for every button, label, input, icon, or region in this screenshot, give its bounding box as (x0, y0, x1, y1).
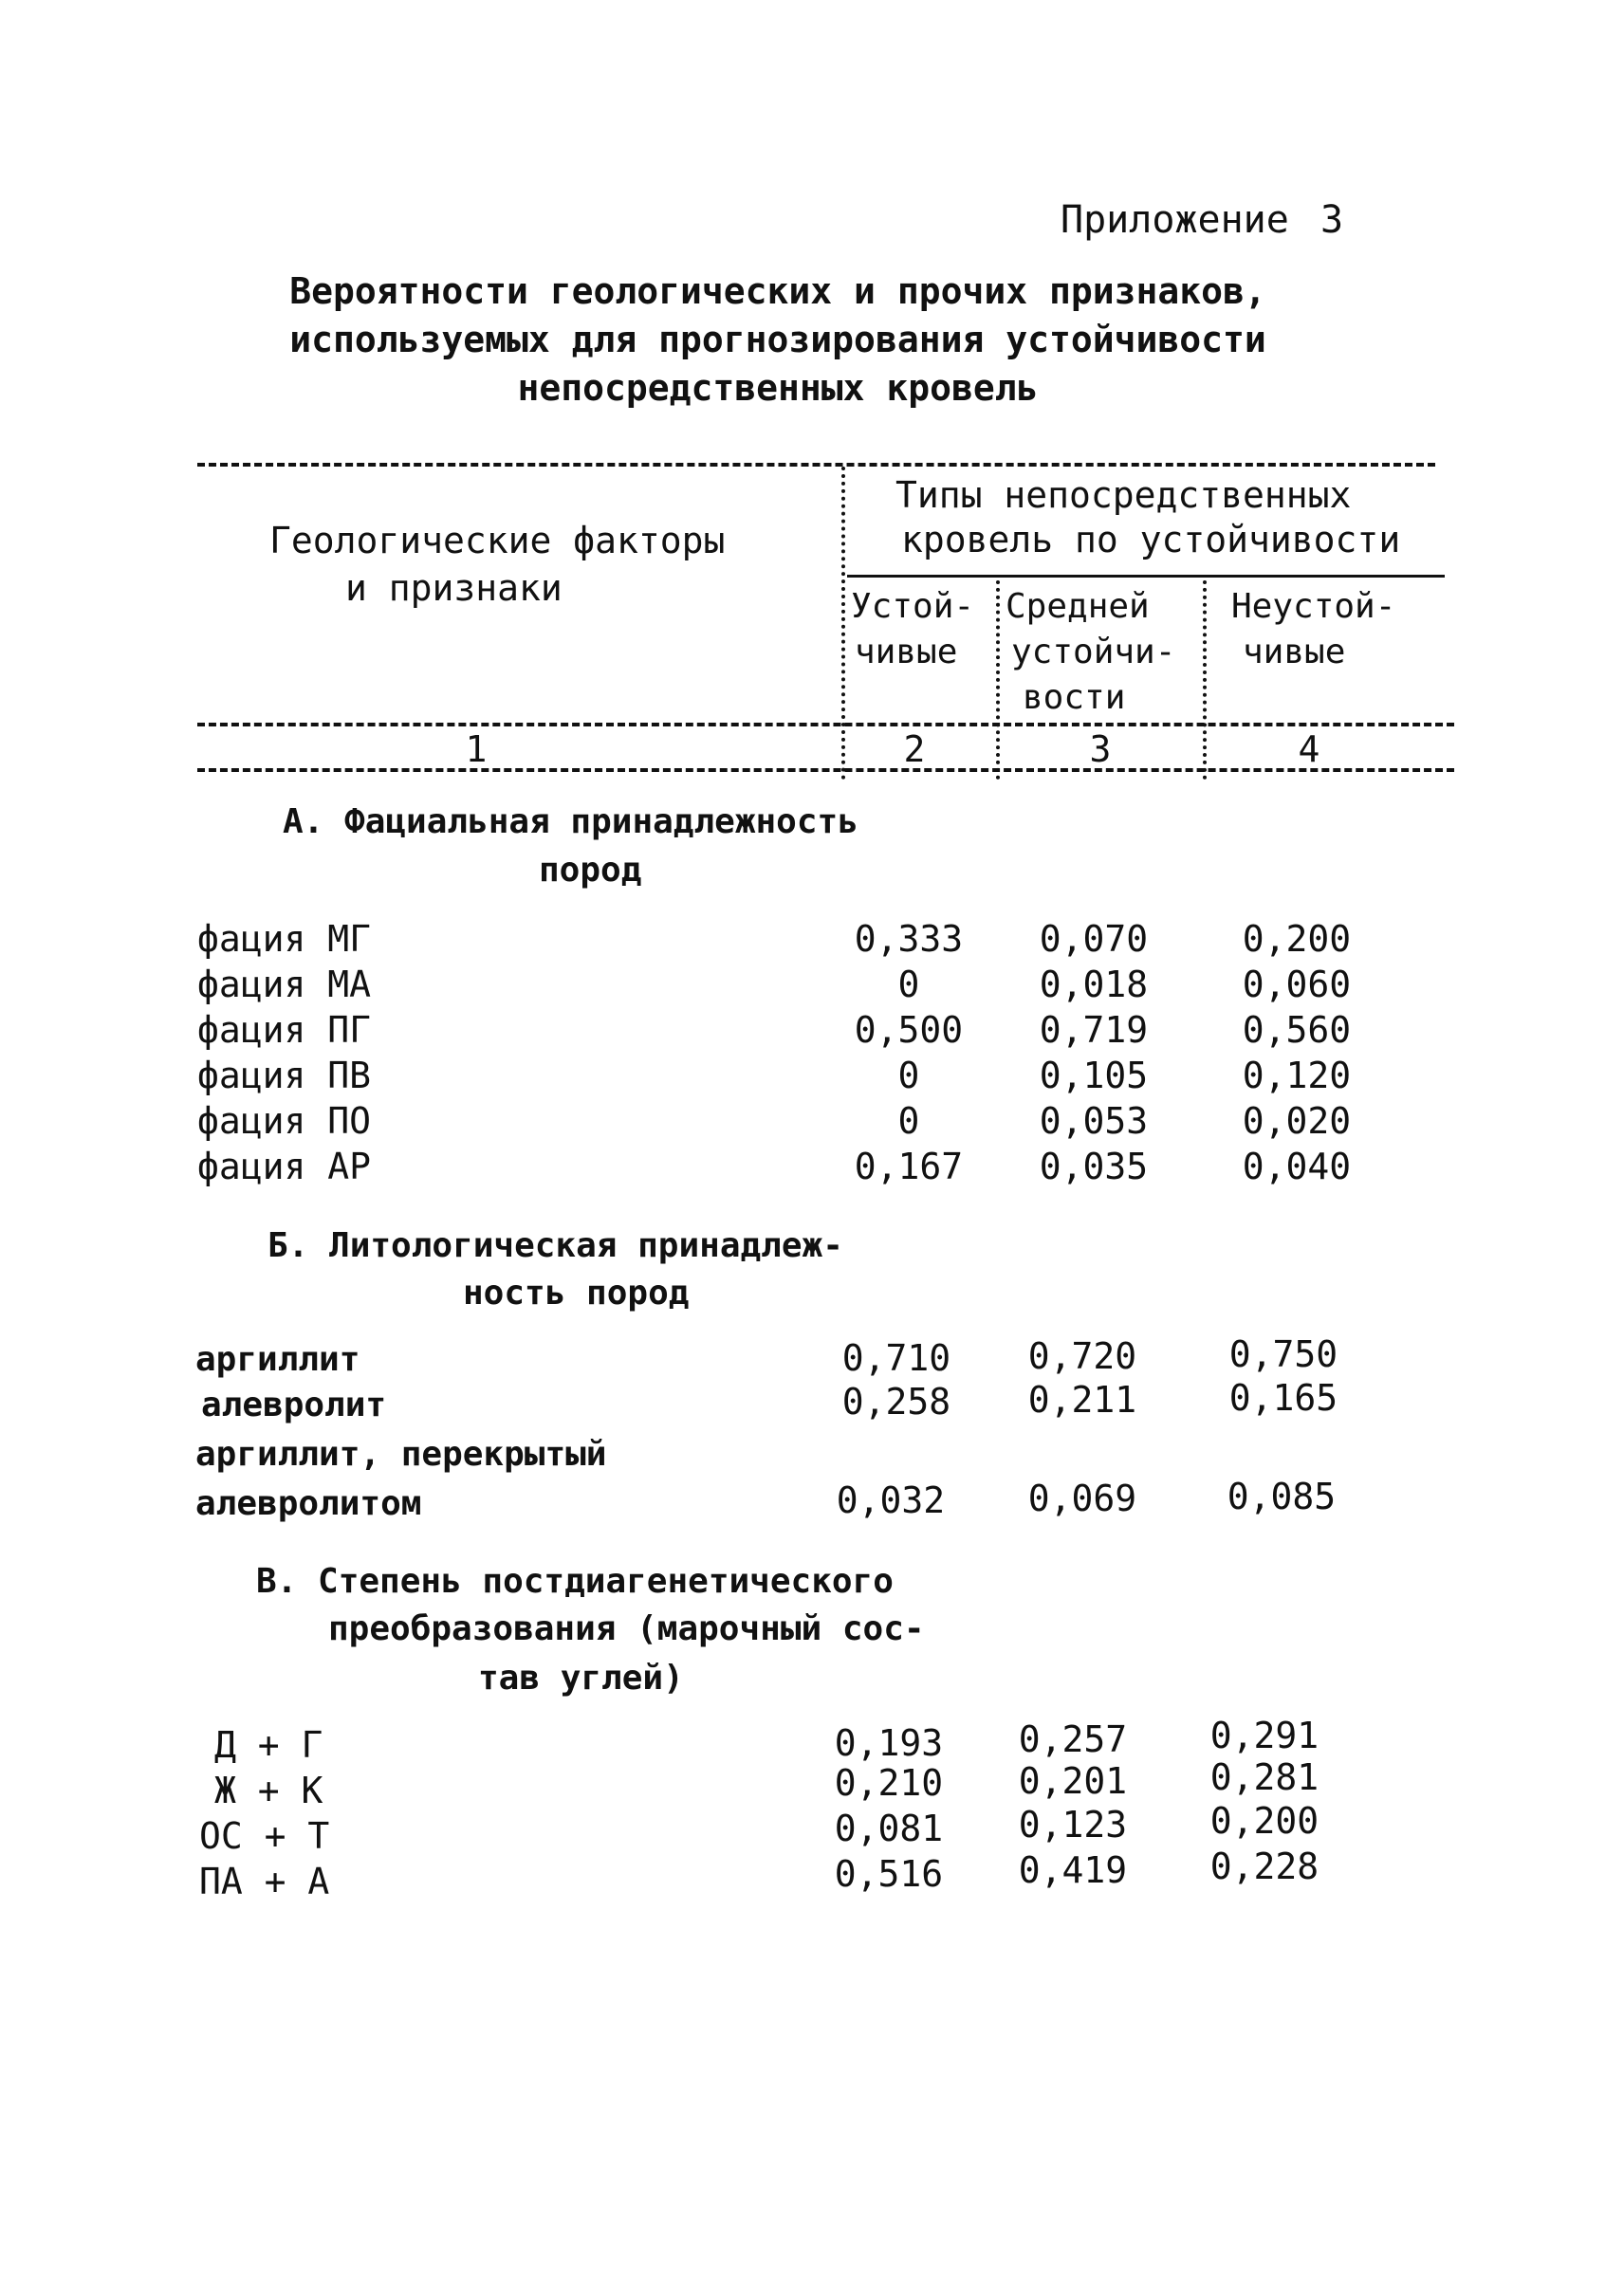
cell-value: 0,070 (1039, 918, 1149, 960)
column-number-4: 4 (1298, 728, 1320, 770)
cell-value: 0,081 (834, 1808, 944, 1849)
row-label: фация ПО (197, 1100, 372, 1142)
row-label: ПА + А (199, 1861, 330, 1902)
row-label: аргиллит, перекрытый (195, 1435, 607, 1474)
column-separator-3 (1203, 580, 1207, 780)
cell-value: 0,228 (1209, 1846, 1320, 1887)
header-col4-line-1: Неустой- (1231, 587, 1396, 626)
header-col3-line-3: вости (1023, 678, 1126, 717)
section-b-heading-line-2: ность пород (463, 1274, 690, 1313)
row-label: фация АР (197, 1146, 372, 1187)
appendix-label: Приложение (1061, 198, 1289, 242)
section-c-heading-line-2: преобразования (марочный сос- (328, 1609, 925, 1648)
cell-value: 0,281 (1209, 1756, 1320, 1798)
cell-value: 0,032 (836, 1479, 946, 1521)
cell-value: 0,120 (1242, 1055, 1352, 1096)
header-col2-line-2: чивые (855, 633, 958, 671)
header-group-rule (847, 575, 1445, 578)
cell-value: 0 (897, 1055, 920, 1096)
header-col1-line-1: Геологические факторы (269, 520, 726, 561)
cell-value: 0,018 (1039, 964, 1149, 1005)
table-top-rule (197, 463, 1435, 467)
cell-value: 0,419 (1018, 1849, 1128, 1891)
row-label: алевролитом (195, 1484, 422, 1523)
cell-value: 0,200 (1209, 1800, 1320, 1842)
header-col2-line-1: Устой- (851, 587, 975, 626)
cell-value: 0,720 (1027, 1335, 1137, 1377)
cell-value: 0,291 (1209, 1715, 1320, 1756)
number-row-rule (197, 768, 1454, 772)
section-a-heading-line-1: А. Фациальная принадлежность (283, 802, 858, 841)
cell-value: 0,123 (1018, 1804, 1128, 1846)
appendix-number: 3 (1320, 198, 1344, 242)
column-separator-2 (996, 580, 1000, 780)
cell-value: 0,085 (1227, 1476, 1337, 1517)
column-number-3: 3 (1089, 728, 1112, 770)
cell-value: 0,719 (1039, 1009, 1149, 1051)
column-number-1: 1 (465, 728, 488, 770)
column-number-2: 2 (903, 728, 926, 770)
row-label: Д + Г (214, 1724, 323, 1766)
header-col4-line-2: чивые (1243, 633, 1346, 671)
cell-value: 0,710 (841, 1337, 951, 1379)
header-col1-line-2: и признаки (345, 567, 563, 609)
row-label: ОС + Т (199, 1815, 330, 1857)
row-label: фация МА (197, 964, 372, 1005)
cell-value: 0,167 (854, 1146, 964, 1187)
document-title-line-2: используемых для прогнозирования устойчивости (289, 319, 1266, 360)
header-bottom-rule (197, 723, 1454, 726)
row-label: фация МГ (197, 918, 372, 960)
cell-value: 0,210 (834, 1762, 944, 1804)
cell-value: 0,200 (1242, 918, 1352, 960)
cell-value: 0,040 (1242, 1146, 1352, 1187)
row-label: фация ПВ (197, 1055, 372, 1096)
cell-value: 0,500 (854, 1009, 964, 1051)
cell-value: 0,201 (1018, 1760, 1128, 1802)
header-group-line-1: Типы непосредственных (895, 474, 1352, 516)
cell-value: 0 (897, 1100, 920, 1142)
section-c-heading-line-3: тав углей) (478, 1659, 684, 1698)
section-c-heading-line-1: В. Степень постдиагенетического (256, 1562, 894, 1601)
section-b-heading-line-1: Б. Литологическая принадлеж- (268, 1226, 843, 1265)
section-a-heading-line-2: пород (539, 851, 642, 890)
cell-value: 0,333 (854, 918, 964, 960)
document-title-line-3: непосредственных кровель (517, 367, 1039, 409)
cell-value: 0,053 (1039, 1100, 1149, 1142)
cell-value: 0,560 (1242, 1009, 1352, 1051)
cell-value: 0,257 (1018, 1718, 1128, 1760)
row-label: алевролит (201, 1386, 387, 1424)
cell-value: 0,193 (834, 1722, 944, 1764)
row-label: Ж + К (214, 1770, 323, 1811)
cell-value: 0,258 (841, 1381, 951, 1423)
row-label: фация ПГ (197, 1009, 372, 1051)
document-title-line-1: Вероятности геологических и прочих признаков, (289, 270, 1266, 312)
cell-value: 0,165 (1228, 1377, 1338, 1419)
cell-value: 0,750 (1228, 1333, 1338, 1375)
cell-value: 0 (897, 964, 920, 1005)
cell-value: 0,211 (1027, 1379, 1137, 1421)
cell-value: 0,069 (1027, 1478, 1137, 1519)
row-label: аргиллит (195, 1340, 360, 1379)
cell-value: 0,020 (1242, 1100, 1352, 1142)
cell-value: 0,060 (1242, 964, 1352, 1005)
header-group-line-2: кровель по устойчивости (901, 519, 1401, 560)
cell-value: 0,516 (834, 1853, 944, 1895)
header-col3-line-2: устойчи- (1011, 633, 1176, 671)
cell-value: 0,035 (1039, 1146, 1149, 1187)
cell-value: 0,105 (1039, 1055, 1149, 1096)
header-col3-line-1: Средней (1006, 587, 1150, 626)
column-separator-1 (841, 467, 845, 780)
